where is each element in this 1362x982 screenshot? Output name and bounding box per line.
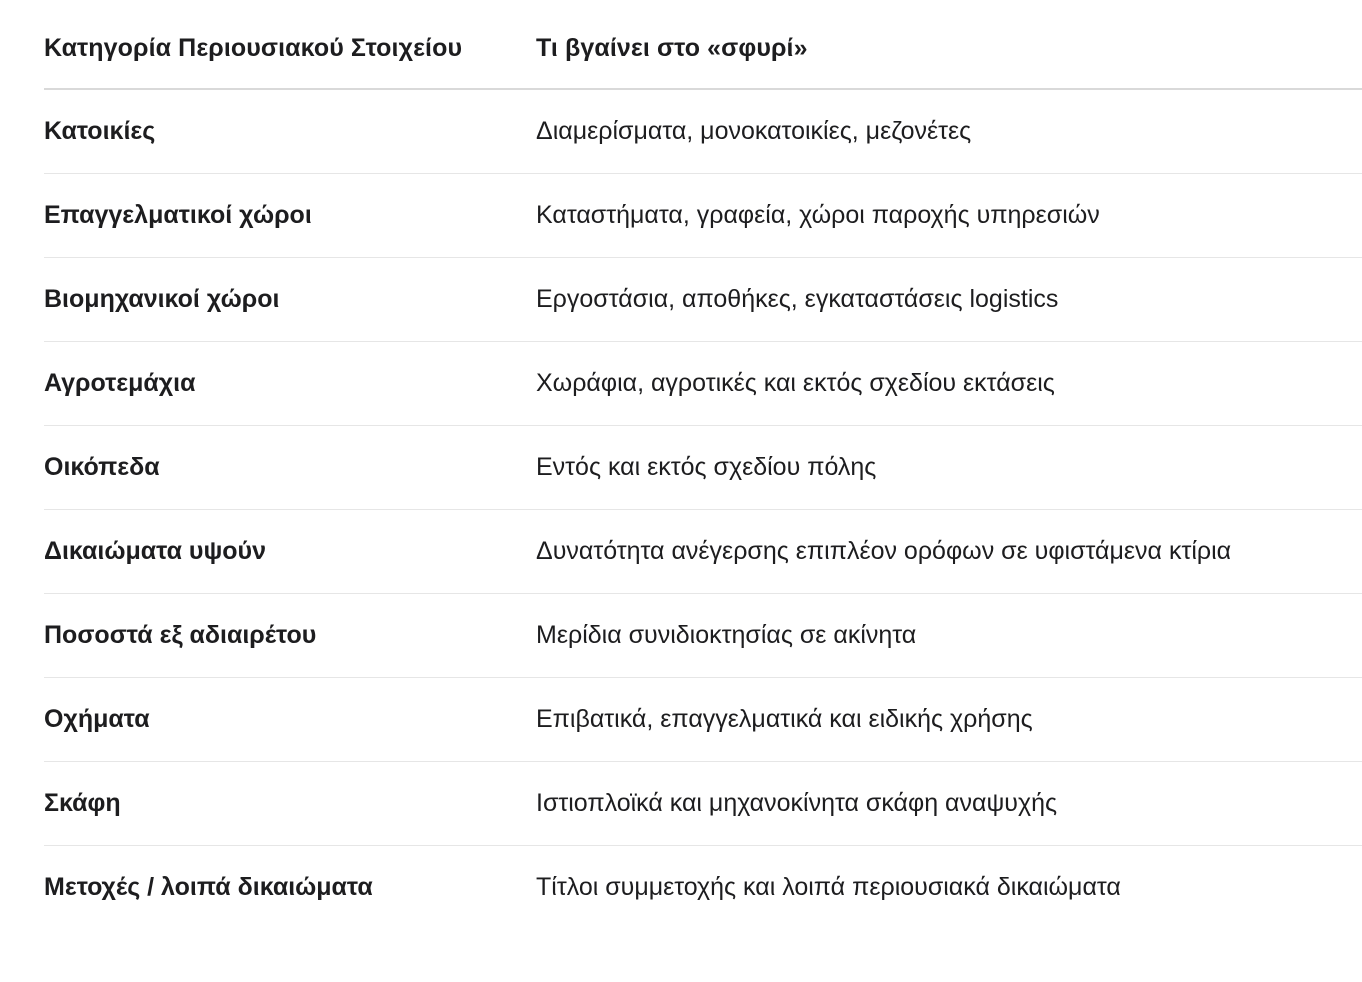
description-cell: Διαμερίσματα, μονοκατοικίες, μεζονέτες [536, 89, 1362, 174]
table-row [44, 426, 1362, 510]
table-row [44, 846, 1362, 930]
table-row [44, 510, 1362, 594]
description-cell: Επιβατικά, επαγγελματικά και ειδικής χρήσης [536, 678, 1362, 762]
table-row [44, 594, 1362, 678]
description-cell: Τίτλοι συμμετοχής και λοιπά περιουσιακά δικαιώματα [536, 873, 1121, 901]
category-cell: Επαγγελματικοί χώροι [44, 174, 536, 258]
table-header [44, 8, 1362, 89]
description-cell: Εργοστάσια, αποθήκες, εγκαταστάσεις logistics [536, 258, 1362, 342]
category-cell: Μετοχές / λοιπά δικαιώματα [44, 873, 373, 901]
table-row [44, 174, 1362, 258]
category-cell: Οικόπεδα [44, 426, 536, 510]
description-cell: Μερίδια συνιδιοκτησίας σε ακίνητα [536, 594, 1362, 678]
category-cell: Σκάφη [44, 762, 536, 846]
table-body [44, 89, 1362, 929]
category-cell: Ποσοστά εξ αδιαιρέτου [44, 594, 536, 678]
table-row [44, 762, 1362, 846]
category-cell: Βιομηχανικοί χώροι [44, 258, 536, 342]
description-cell: Εντός και εκτός σχεδίου πόλης [536, 426, 1362, 510]
category-cell: Κατοικίες [44, 89, 536, 174]
category-cell: Δικαιώματα υψούν [44, 510, 536, 594]
description-cell: Δυνατότητα ανέγερσης επιπλέον ορόφων σε υφιστάμενα κτίρια [536, 510, 1362, 594]
category-cell: Αγροτεμάχια [44, 342, 536, 426]
description-cell: Χωράφια, αγροτικές και εκτός σχεδίου εκτάσεις [536, 342, 1362, 426]
description-cell: Ιστιοπλοϊκά και μηχανοκίνητα σκάφη αναψυχής [536, 762, 1362, 846]
table-row [44, 342, 1362, 426]
table-row [44, 258, 1362, 342]
header-row [44, 8, 1362, 89]
column-header-category: Κατηγορία Περιουσιακού Στοιχείου [44, 8, 536, 89]
table-row [44, 678, 1362, 762]
category-cell: Οχήματα [44, 678, 536, 762]
asset-table-container [44, 8, 1362, 929]
column-header-description: Τι βγαίνει στο «σφυρί» [536, 8, 1362, 89]
asset-categories-table [44, 8, 1362, 929]
table-row [44, 89, 1362, 174]
description-cell: Καταστήματα, γραφεία, χώροι παροχής υπηρεσιών [536, 174, 1362, 258]
